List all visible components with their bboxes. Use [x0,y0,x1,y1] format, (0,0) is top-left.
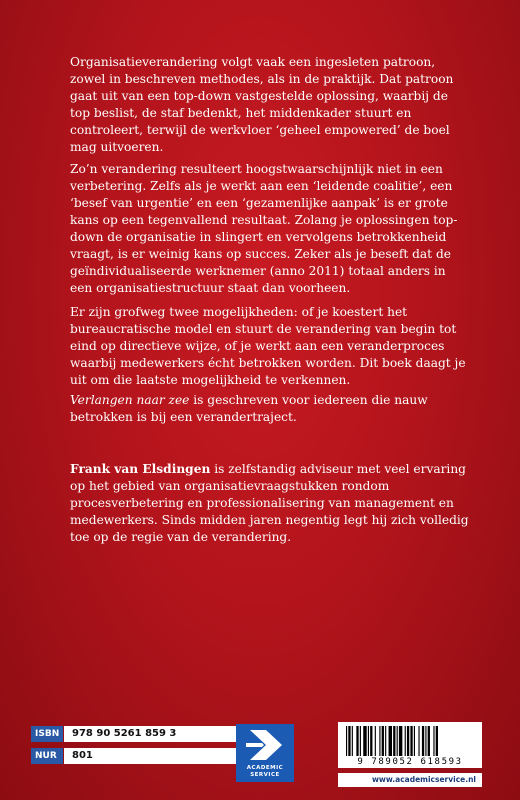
paragraph-options [70,304,470,389]
paragraph-audience [70,392,470,426]
barcode-bars [344,726,476,756]
chevron-arrow-icon [236,724,294,766]
isbn-value: 978 90 5261 859 3 [64,726,236,742]
paragraph-options-text: Er zijn grofweg twee mogelijkheden: of je koestert het bureaucratische model en stuurt de verandering van begin tot eind op directieve wijze, of je werkt aan een veranderproces waarbij medewerkers écht betrokken worden. Dit boek daagt je uit om die laatste mogelijkheid te verkennen. [70,305,466,387]
paragraph-intro [70,54,470,156]
paragraph-audience-text [70,392,470,426]
publisher-logo [236,724,294,782]
paragraph-change [70,161,470,297]
author-bio-rest: is zelfstandig adviseur met veel ervaring op het gebied van organisatievraagstukken rondom procesverbetering en professionalisering van management en medewerkers. Sinds midden jaren negentig legt hij zich volledig toe op de regie van de verandering. [70,462,469,544]
nur-row [31,748,236,764]
nur-value: 801 [64,748,236,764]
paragraph-intro-text: Organisatieverandering volgt vaak een ingesleten patroon, zowel in beschreven methodes, als in de praktijk. Dat patroon gaat uit van een top-down vastgestelde oplossing, waarbij de top beslist, de staf bedenkt, het middenkader stuurt en controleert, terwijl de werkvloer ‘geheel empowered’ de boel mag uitvoeren. [70,55,454,154]
isbn-row [31,726,236,742]
author-name: Frank van Elsdingen [70,462,211,476]
barcode-digits: 9 789052 618593 [357,757,463,767]
publisher-name [236,765,294,778]
publisher-name-line1: ACADEMIC [246,765,284,771]
book-title: Verlangen naar zee [70,393,190,407]
isbn-label: ISBN [31,726,63,742]
paragraph-author-bio-text [70,461,470,546]
paragraph-change-text: Zo’n verandering resulteert hoogstwaarschijnlijk niet in een verbetering. Zelfs als je werkt aan een ‘leidende coalitie’, een ‘besef van urgentie’ en een ‘gezamenlijke aanpak’ is er grote kans op een tegenvallend resultaat. Zolang je oplossingen top-down de organisatie in slingert en vervolgens betrokkenheid vraagt, is er weinig kans op succes. Zeker als je beseft dat de geïndividualiseerde werknemer (anno 2011) totaal anders in een organisatiestructuur staat dan voorheen. [70,162,458,295]
paragraph-audience-rest: is geschreven voor iedereen die nauw betrokken is bij een verandertraject. [70,393,428,424]
publisher-url: www.academicservice.nl [338,773,482,787]
book-codes [31,726,236,770]
barcode [338,722,482,768]
publisher-name-line2: SERVICE [250,771,280,778]
paragraph-author-bio [70,461,470,546]
nur-label: NUR [31,748,63,764]
